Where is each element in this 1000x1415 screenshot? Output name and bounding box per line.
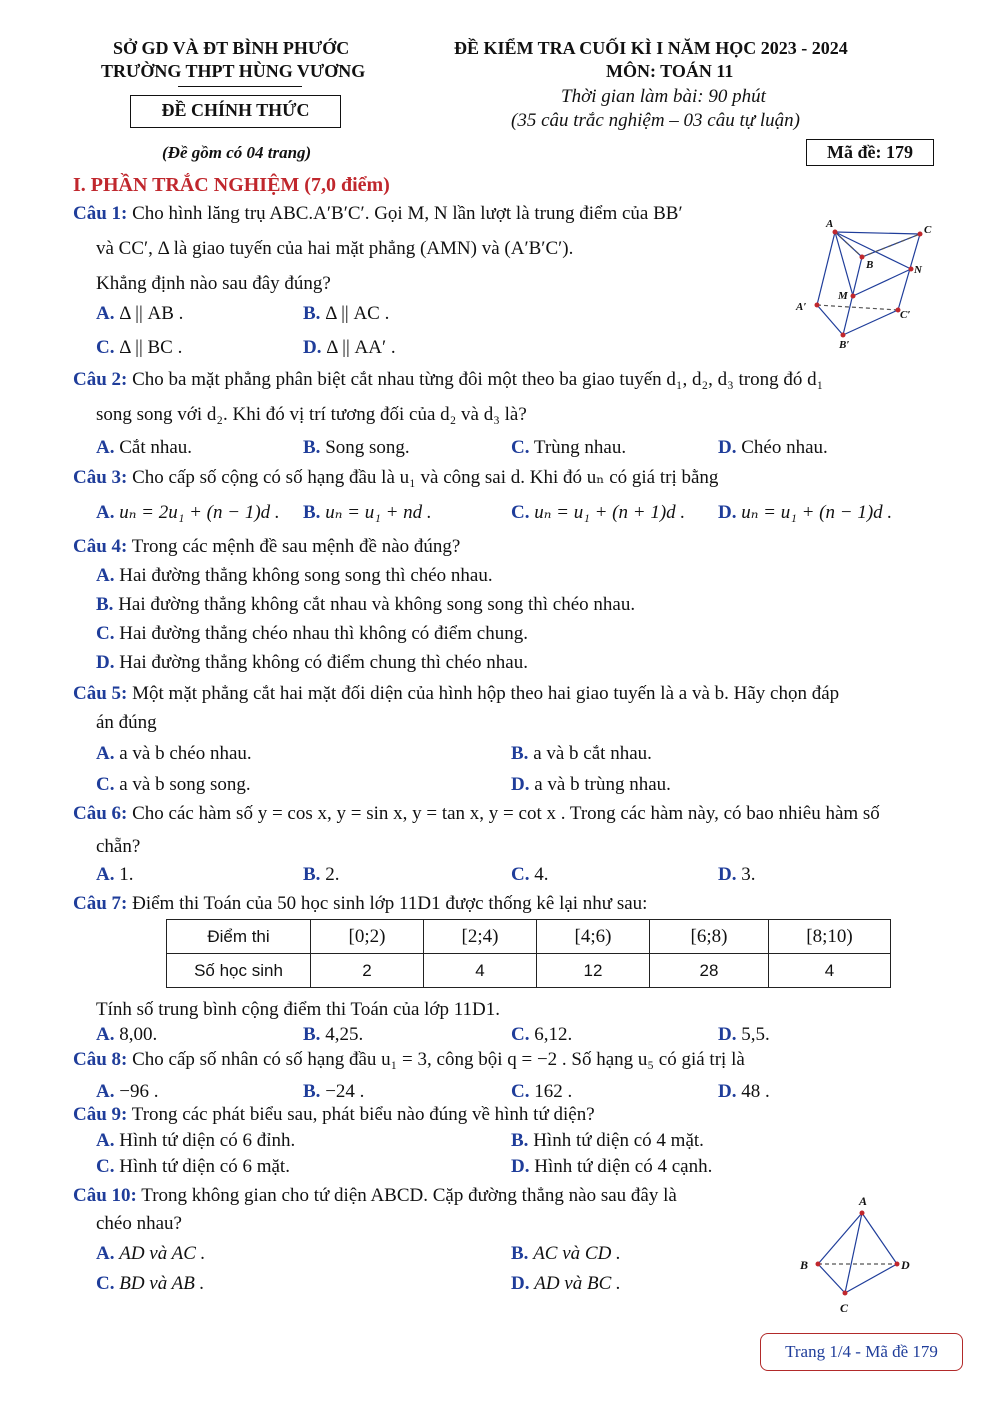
table-cell: [4;6) (537, 920, 650, 954)
header-school: TRƯỜNG THPT HÙNG VƯƠNG (101, 61, 366, 81)
svg-text:C: C (924, 224, 932, 236)
question-7: Câu 7: Điểm thi Toán của 50 học sinh lớp 11D1 được thống kê lại như sau: (73, 893, 648, 914)
q3-option-c[interactable]: C. uₙ = u₁ + (n + 1)d . (511, 502, 686, 523)
q4-option-a[interactable]: A. Hai đường thẳng không song song thì chéo nhau. (96, 565, 493, 586)
q1-option-c[interactable]: C. Δ || BC . (96, 337, 183, 358)
svg-text:D: D (901, 1258, 910, 1272)
table-cell: [6;8) (650, 920, 769, 954)
q6-option-c[interactable]: C. 4. (511, 864, 549, 885)
section-title: I. PHẦN TRẮC NGHIỆM (7,0 điểm) (73, 174, 390, 196)
q6-option-d[interactable]: D. 3. (718, 864, 756, 885)
q7-option-b[interactable]: B. 4,25. (303, 1024, 364, 1045)
q1-option-b[interactable]: B. Δ || AC . (303, 303, 390, 324)
q3-option-a[interactable]: A. uₙ = 2u₁ + (n − 1)d . (96, 502, 280, 523)
q8-option-d[interactable]: D. 48 . (718, 1081, 770, 1102)
q2-option-d[interactable]: D. Chéo nhau. (718, 437, 828, 458)
svg-text:B′: B′ (839, 339, 850, 351)
q4-option-d[interactable]: D. Hai đường thẳng không có điểm chung thì chéo nhau. (96, 652, 528, 673)
q6-option-b[interactable]: B. 2. (303, 864, 340, 885)
table-cell: 4 (769, 954, 891, 988)
question-2-line-2: song song với d₂. Khi đó vị trí tương đối của d₂ và d₃ là? (96, 404, 527, 425)
table-row (167, 954, 891, 988)
svg-text:A′: A′ (796, 301, 807, 313)
question-label: Câu 1: (73, 203, 128, 224)
table-cell: [2;4) (424, 920, 537, 954)
q6-option-a[interactable]: A. 1. (96, 864, 134, 885)
q3-option-b[interactable]: B. uₙ = u₁ + nd . (303, 502, 432, 523)
official-label: ĐỀ CHÍNH THỨC (161, 100, 310, 120)
svg-text:A: A (859, 1194, 868, 1208)
q8-option-b[interactable]: B. −24 . (303, 1081, 365, 1102)
question-2: Câu 2: Cho ba mặt phẳng phân biệt cắt nhau từng đôi một theo ba giao tuyến d₁, d₂, d₃ trong đó d₁ (73, 369, 824, 390)
table-cell: [8;10) (769, 920, 891, 954)
q5-option-a[interactable]: A. a và b chéo nhau. (96, 743, 252, 764)
question-6: Câu 6: Cho các hàm số y = cos x, y = sin x, y = tan x, y = cot x . Trong các hàm này, có bao nhiêu hàm số (73, 803, 880, 824)
question-9: Câu 9: Trong các phát biểu sau, phát biểu nào đúng về hình tứ diện? (73, 1104, 595, 1125)
question-1-line-2: và CC′, Δ là giao tuyến của hai mặt phẳng (AMN) và (A′B′C′). (96, 238, 574, 259)
q5-option-c[interactable]: C. a và b song song. (96, 774, 251, 795)
table-cell: 28 (650, 954, 769, 988)
svg-text:A: A (826, 218, 834, 230)
q1-option-d[interactable]: D. Δ || AA′ . (303, 337, 396, 358)
svg-text:B: B (866, 259, 874, 271)
q10-option-b[interactable]: B. AC và CD . (511, 1243, 621, 1264)
header-dept: SỞ GD VÀ ĐT BÌNH PHƯỚC (113, 38, 350, 58)
exam-title: ĐỀ KIỂM TRA CUỐI KÌ I NĂM HỌC 2023 - 2024 (454, 38, 848, 58)
q1-option-a[interactable]: A. Δ || AB . (96, 303, 184, 324)
q2-option-c[interactable]: C. Trùng nhau. (511, 437, 627, 458)
q8-option-a[interactable]: A. −96 . (96, 1081, 159, 1102)
q9-option-a[interactable]: A. Hình tứ diện có 6 đỉnh. (96, 1130, 296, 1151)
score-table (166, 919, 891, 988)
q9-option-d[interactable]: D. Hình tứ diện có 4 cạnh. (511, 1156, 713, 1177)
q2-option-b[interactable]: B. Song song. (303, 437, 410, 458)
exam-subject: MÔN: TOÁN 11 (606, 61, 734, 81)
exam-structure: (35 câu trắc nghiệm – 03 câu tự luận) (511, 110, 800, 131)
q3-option-d[interactable]: D. uₙ = u₁ + (n − 1)d . (718, 502, 893, 523)
question-10: Câu 10: Trong không gian cho tứ diện ABCD. Cặp đường thẳng nào sau đây là (73, 1185, 677, 1206)
prism-figure (790, 210, 950, 355)
q4-option-b[interactable]: B. Hai đường thẳng không cắt nhau và không song song thì chéo nhau. (96, 594, 636, 615)
q2-option-a[interactable]: A. Cắt nhau. (96, 437, 193, 458)
question-3: Câu 3: Cho cấp số cộng có số hạng đầu là u₁ và công sai d. Khi đó uₙ có giá trị bằng (73, 467, 719, 488)
q4-option-c[interactable]: C. Hai đường thẳng chéo nhau thì không có điểm chung. (96, 623, 528, 644)
table-cell: 12 (537, 954, 650, 988)
exam-time: Thời gian làm bài: 90 phút (561, 86, 766, 107)
question-text: Cho hình lăng trụ ABC.A′B′C′. Gọi M, N lần lượt là trung điểm của BB′ (132, 203, 683, 224)
q5-option-d[interactable]: D. a và b trùng nhau. (511, 774, 671, 795)
pages-note: (Đề gồm có 04 trang) (162, 143, 312, 162)
svg-text:C′: C′ (900, 309, 911, 321)
table-cell: 2 (311, 954, 424, 988)
table-row (167, 920, 891, 954)
q7-option-c[interactable]: C. 6,12. (511, 1024, 573, 1045)
svg-text:C: C (840, 1301, 849, 1315)
q5-option-b[interactable]: B. a và b cắt nhau. (511, 743, 652, 764)
svg-text:B: B (800, 1258, 809, 1272)
q9-option-b[interactable]: B. Hình tứ diện có 4 mặt. (511, 1130, 704, 1151)
question-1 (73, 203, 683, 225)
q10-option-d[interactable]: D. AD và BC . (511, 1273, 621, 1294)
table-cell: 4 (424, 954, 537, 988)
question-10-line-2: chéo nhau? (96, 1213, 182, 1234)
q9-option-c[interactable]: C. Hình tứ diện có 6 mặt. (96, 1156, 290, 1177)
question-5: Câu 5: Một mặt phẳng cắt hai mặt đối diện của hình hộp theo hai giao tuyến là a và b. Hãy chọn đáp (73, 683, 840, 704)
table-cell: [0;2) (311, 920, 424, 954)
table-header: Số học sinh (167, 954, 311, 988)
question-7-line-2: Tính số trung bình cộng điểm thi Toán của lớp 11D1. (96, 999, 500, 1020)
tetrahedron-figure (790, 1188, 930, 1323)
question-6-line-2: chẵn? (96, 836, 141, 857)
question-5-line-2: án đúng (96, 712, 157, 733)
q8-option-c[interactable]: C. 162 . (511, 1081, 573, 1102)
q10-option-a[interactable]: A. AD và AC . (96, 1243, 206, 1264)
header-underline (178, 86, 302, 87)
exam-code: Mã đề: 179 (827, 142, 913, 162)
q7-option-d[interactable]: D. 5,5. (718, 1024, 770, 1045)
question-4: Câu 4: Trong các mệnh đề sau mệnh đề nào đúng? (73, 536, 461, 557)
question-1-line-3: Khẳng định nào sau đây đúng? (96, 273, 331, 294)
q10-option-c[interactable]: C. BD và AB . (96, 1273, 205, 1294)
question-8: Câu 8: Cho cấp số nhân có số hạng đầu u₁ = 3, công bội q = −2 . Số hạng u₅ có giá trị là (73, 1049, 745, 1070)
table-header: Điểm thi (167, 920, 311, 954)
svg-text:N: N (914, 264, 922, 276)
q7-option-a[interactable]: A. 8,00. (96, 1024, 158, 1045)
svg-text:M: M (838, 290, 848, 302)
page-footer: Trang 1/4 - Mã đề 179 (760, 1333, 963, 1371)
